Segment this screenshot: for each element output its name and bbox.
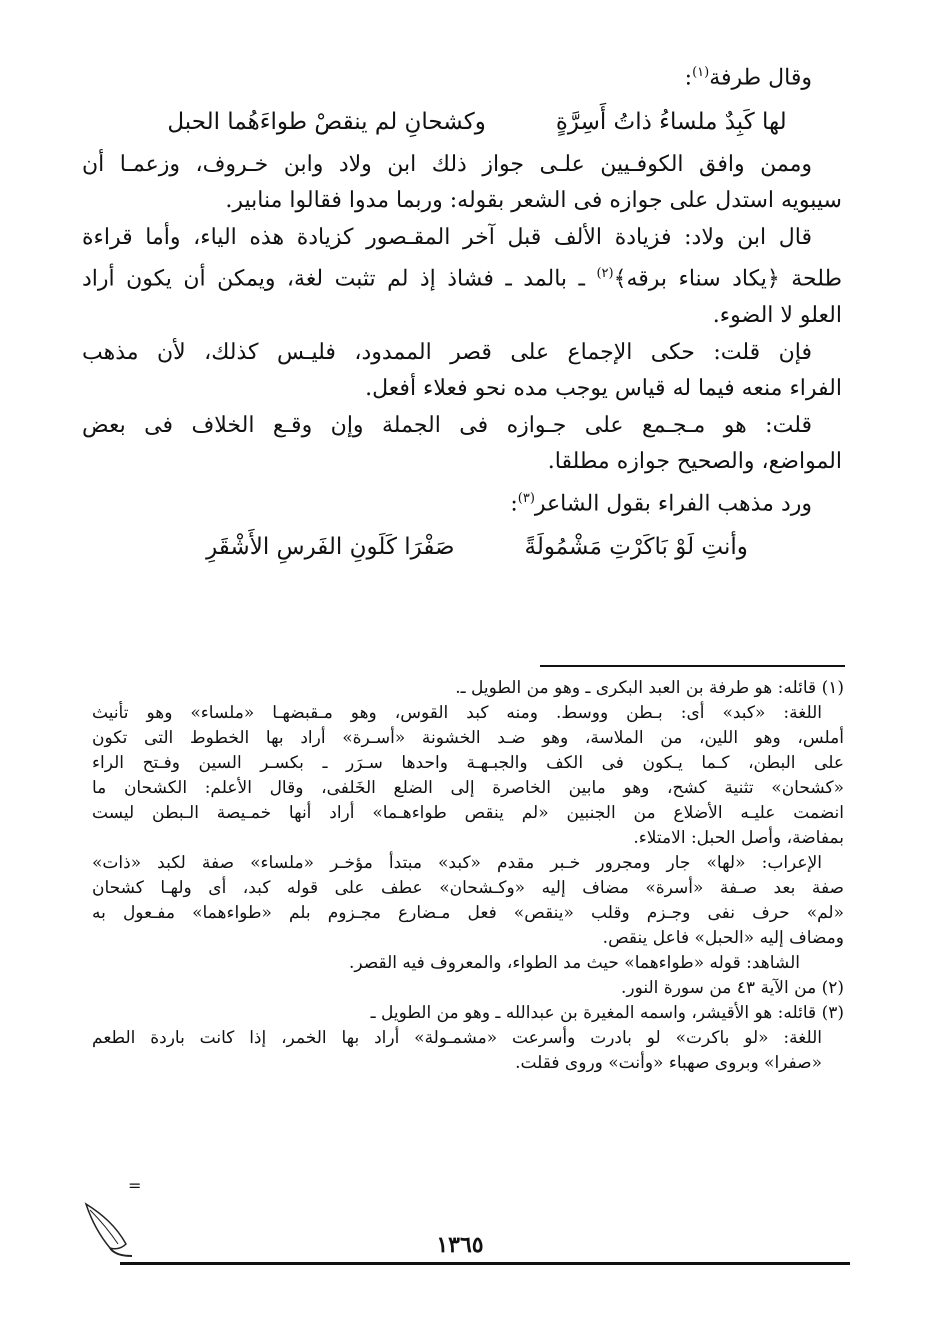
footnote-line: أملس، وهو اللين، من الملاسة، وهو ضـد الخشونة «أسـرة» أراد بها الخطوط التى تكون [92, 728, 844, 748]
continuation-mark: = [128, 1176, 142, 1195]
text-line: قلت: هو مـجـمع على جـوازه فى الجملة وإن وقـع الخلاف فى بعض [82, 412, 812, 438]
page-number: ١٣٦٥ [436, 1232, 484, 1258]
footnote-line: بمفاضة، وأصل الحبل: الامتلاء. [633, 828, 844, 848]
footnote-line: «كشحان» تثنية كشح، وهو مابين الخاصرة إلى الضلع الخَلفى، وقال الأعلم: الكشحان ما [92, 778, 844, 798]
text-line: ورد مذهب الفراء بقول الشاعر$^{(٣)}$: [510, 490, 812, 516]
footnote-line: اللغة: «كبد» أى: بـطن ووسط. ومنه كبد القوس، وهو مـقبضهـا «ملساء» وهو تأنيث [92, 703, 822, 723]
text-line: فإن قلت: حكى الإجماع على قصر الممدود، فليـس كذلك، لأن مذهب [82, 339, 812, 365]
footnote-line: انضمت عليـه الأضلاع من الجنبين «لم ينقص طواءهـما» أراد أنها خمـيصة الـبطن ليست [92, 803, 844, 823]
footnote-ref[interactable]: (٣) [517, 490, 535, 506]
footnote-line: «صفرا» وبروى صهباء «وأنت» وروى فقلت. [515, 1053, 822, 1073]
footnote-ref[interactable]: (٢) [596, 266, 614, 282]
footnotes [92, 676, 844, 1076]
text-line: وممن وافق الكوفـيين علـى جواز ذلك ابن ولاد وابن خـروف، وزعمـا أن [82, 151, 812, 177]
footnote-line: اللغة: «لو باكرت» لو بادرت وأسرعت «مشمـولة» أراد بها الخمر، إذا كانت باردة الطعم [92, 1028, 822, 1048]
footnote-line: الشاهد: قوله «طواءهما» حيث مد الطواء، والمعروف فيه القصر. [348, 953, 800, 973]
quill-pen-icon [82, 1200, 142, 1260]
footnote-line: على البطن، كـما يـكون فى الكف والجبـهـة واحدها سـرَر ـ بكسـر السين وفـتح الراء [92, 753, 844, 773]
verse-2 [82, 526, 842, 568]
text-line: المواضع، والصحيح جوازه مطلقا. [547, 449, 842, 475]
footnote-line: (٣) قائله: هو الأقيشر، واسمه المغيرة بن عبدالله ـ وهو من الطويل ـ [370, 1003, 844, 1023]
footnote-line: (٢) من الآية ٤٣ من سورة النور. [620, 978, 844, 998]
footnote-separator [540, 665, 845, 667]
footnote-line: ومضاف إليه «الحبل» فاعل ينقص. [602, 928, 844, 948]
verse-1 [82, 101, 842, 143]
verse-hemistich-left: صَفْرَا كَلَونِ الفَرسِ الأَشْقَرِ [206, 534, 455, 561]
text-line: طلحة ﴿يكاد سناء برقه﴾$^{(٢)}$ ـ بالمد ـ فشاذ إذ لم تثبت لغة، ويمكن أن يكون أراد [82, 266, 842, 292]
footnote-line: صفة بعد صـفة «أسرة» مضاف إليه «وكـشحان» عطف على قوله كبد، أى ولهـا كشحان [92, 878, 844, 898]
verse-hemistich-right: لها كَبِدٌ ملساءُ ذاتُ أَسِرَّةٍ [555, 108, 787, 135]
text-line: وقال طرفة$^{(١)}$: [684, 65, 812, 91]
verse-hemistich-left: وكشحانِ لم ينقصْ طواءَهُما الحبل [167, 108, 486, 135]
text-line: الفراء منعه فيما له قياس يوجب مده نحو فعلاء أفعل. [365, 376, 842, 402]
text-line: قال ابن ولاد: فزيادة الألف قبل آخر المقـصور كزيادة هذه الياء، وأما قراءة [82, 224, 812, 250]
bottom-rule [120, 1262, 850, 1265]
text-line: العلو لا الضوء. [712, 303, 842, 329]
text-line: سيبويه استدل على جوازه فى الشعر بقوله: وربما مدوا فقالوا منابير. [225, 188, 842, 214]
footnote-line: (١) قائله: هو طرفة بن العبد البكرى ـ وهو من الطويل ـ. [455, 678, 844, 698]
verse-hemistich-right: وأنتِ لَوْ بَاكَرْتِ مَشْمُولَةً [524, 534, 748, 561]
footnote-line: الإعراب: «لها» جار ومجرور خـبر مقدم «كبد» مبتدأ مؤخـر «ملساء» صفة لكبد «ذات» [92, 853, 822, 873]
main-text [82, 55, 842, 572]
footnote-line: «لم» حرف نفى وجـزم وقلب «ينقص» فعل مـضارع مجـزوم بلم «طواءهما» مفـعول به [92, 903, 844, 923]
footnote-ref[interactable]: (١) [692, 65, 710, 80]
